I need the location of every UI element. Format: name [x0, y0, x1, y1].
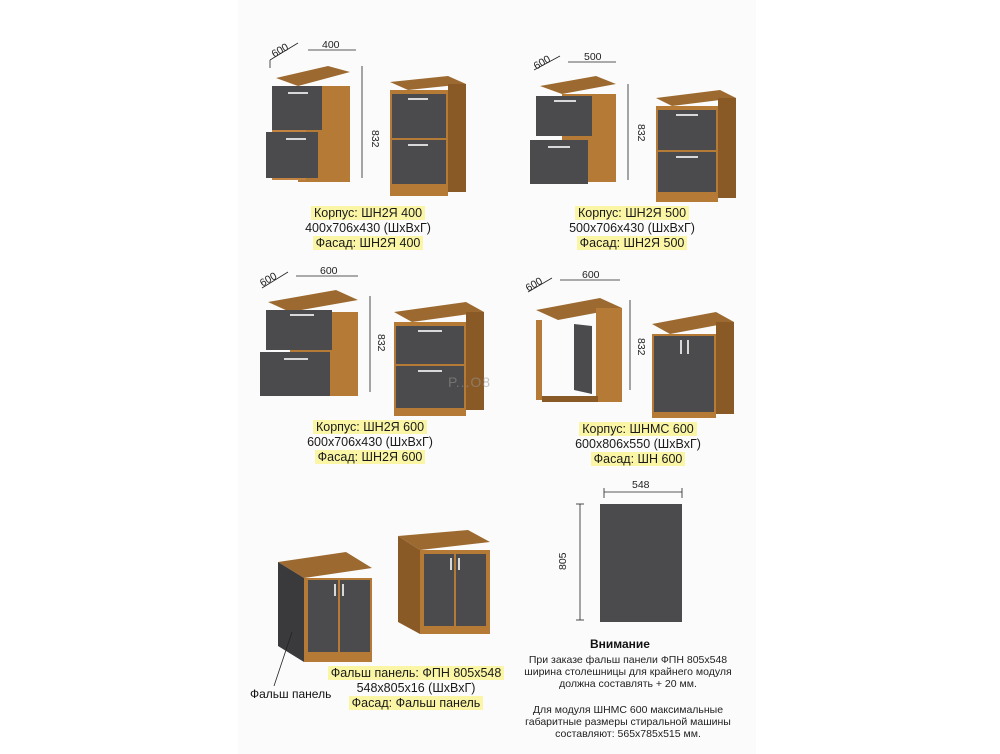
- dim-height: 832: [375, 334, 387, 352]
- drawer-front-bottom: [392, 140, 446, 184]
- cabinet-drawing: [520, 268, 750, 428]
- dim-width: 600: [582, 269, 600, 281]
- dim-height: 805: [557, 552, 569, 570]
- notice-line: Для модуля ШНМС 600 максимальные: [532, 704, 724, 716]
- dim-height: 832: [635, 338, 647, 356]
- false-panel-label: Фальш панель: [250, 687, 332, 701]
- product-caption: [278, 206, 458, 251]
- notice-title: Внимание: [590, 637, 650, 651]
- handle: [418, 370, 442, 372]
- caption-korpus: Фальш панель: ФПН 805х548: [328, 666, 505, 680]
- false-panel: [600, 504, 682, 622]
- handle: [334, 584, 336, 596]
- handle: [284, 358, 308, 360]
- caption-size: 500х706х430 (ШхВхГ): [569, 221, 695, 235]
- dim-width: 548: [632, 479, 650, 491]
- handle: [408, 98, 428, 100]
- caption-korpus: Корпус: ШНМС 600: [579, 422, 697, 436]
- notice-paragraph-2: [508, 704, 748, 740]
- cabinet-drawing: [254, 262, 494, 422]
- false-panel-demo: [262, 528, 502, 708]
- handle: [548, 146, 570, 148]
- caption-korpus: Корпус: ШН2Я 400: [311, 206, 425, 220]
- caption-fasad: Фасад: ШН2Я 400: [313, 236, 424, 250]
- notice-line: габаритные размеры стиральной машины: [525, 716, 731, 728]
- door-left: [654, 336, 684, 412]
- countertop: [276, 66, 350, 86]
- handle: [418, 330, 442, 332]
- product-caption: [280, 420, 460, 465]
- door-left: [424, 554, 454, 626]
- product-shn2ya-500: [524, 48, 744, 258]
- cabinet-side: [466, 312, 484, 410]
- cabinet-side: [536, 320, 542, 400]
- dim-depth: 600: [257, 270, 280, 290]
- dim-width: 400: [322, 39, 340, 51]
- watermark: Р...О8: [448, 374, 492, 390]
- dim-depth: 600: [269, 41, 291, 61]
- product-shn2ya-600: [254, 262, 494, 472]
- product-caption: [326, 666, 506, 711]
- notice-line: должна составлять + 20 мм.: [559, 678, 697, 690]
- cabinet-side: [398, 536, 420, 634]
- dim-depth: 600: [523, 275, 545, 295]
- caption-size: 548х805х16 (ШхВхГ): [356, 681, 476, 695]
- cabinet-drawing: [524, 48, 744, 208]
- handle: [288, 92, 308, 94]
- caption-korpus: Корпус: ШН2Я 500: [575, 206, 689, 220]
- dim-height: 832: [635, 124, 647, 142]
- product-shnms-600: [520, 268, 750, 468]
- cabinet-side: [718, 98, 736, 198]
- drawer-front-top: [392, 94, 446, 138]
- cabinet-side: [716, 322, 734, 414]
- notice-paragraph-1: [508, 654, 748, 690]
- panel-svg: [557, 478, 700, 628]
- caption-fasad: Фасад: Фальш панель: [349, 696, 484, 710]
- dim-width: 600: [320, 265, 338, 277]
- caption-fasad: Фасад: ШН 600: [591, 452, 686, 466]
- handle: [450, 558, 452, 570]
- notice-line: ширина столешницы для крайнего модуля: [524, 666, 732, 678]
- open-door: [574, 324, 592, 394]
- door-right: [340, 580, 370, 652]
- handle: [342, 584, 344, 596]
- dim-height: 832: [369, 130, 381, 148]
- false-panel: [278, 562, 304, 662]
- door-right: [456, 554, 486, 626]
- product-caption: [548, 422, 728, 467]
- handle: [286, 138, 306, 140]
- notice-line: составляют: 565х785х515 мм.: [555, 728, 701, 740]
- handle: [408, 144, 428, 146]
- handle: [458, 558, 460, 570]
- handle: [687, 340, 689, 354]
- countertop: [540, 76, 616, 94]
- cabinet-base: [542, 396, 598, 402]
- dim-depth: 600: [531, 53, 553, 73]
- handle: [680, 340, 682, 354]
- caption-size: 600х806х550 (ШхВхГ): [575, 437, 701, 451]
- countertop: [268, 290, 358, 312]
- handle: [676, 114, 698, 116]
- dim-width: 500: [584, 51, 602, 63]
- cabinet-drawing: [262, 528, 502, 668]
- cabinet-side: [596, 308, 622, 402]
- caption-size: 400х706х430 (ШхВхГ): [305, 221, 431, 235]
- caption-korpus: Корпус: ШН2Я 600: [313, 420, 427, 434]
- product-shn2ya-400: [258, 38, 478, 248]
- caption-fasad: Фасад: ШН2Я 600: [315, 450, 426, 464]
- caption-fasad: Фасад: ШН2Я 500: [577, 236, 688, 250]
- handle: [290, 314, 314, 316]
- product-caption: [542, 206, 722, 251]
- notice-line: При заказе фальш панели ФПН 805х548: [528, 654, 728, 666]
- cabinet-side: [448, 84, 466, 192]
- handle: [676, 156, 698, 158]
- handle: [554, 100, 576, 102]
- cabinet-drawing: [258, 38, 478, 198]
- false-panel-drawing: [557, 478, 700, 628]
- caption-size: 600х706х430 (ШхВхГ): [307, 435, 433, 449]
- door-left: [308, 580, 338, 652]
